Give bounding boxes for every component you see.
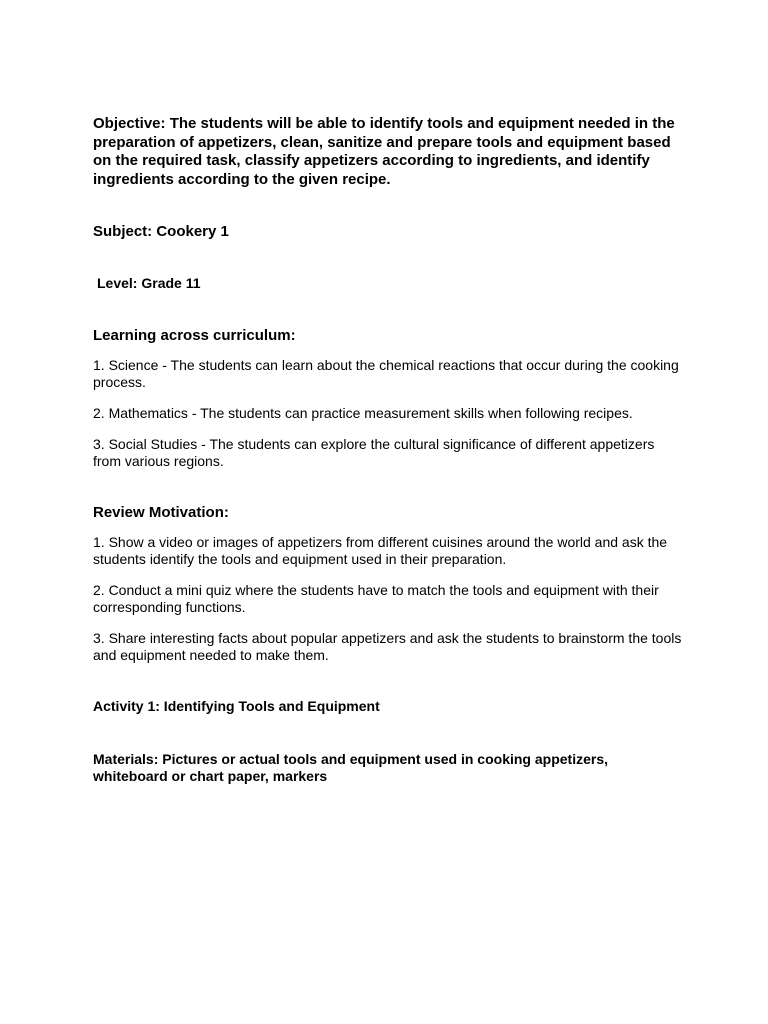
document-page [93, 115, 683, 785]
materials-text: Materials: Pictures or actual tools and equipment used in cooking appetizers, whiteboard or chart paper, markers [93, 751, 608, 784]
subject-text: Subject: Cookery 1 [93, 223, 229, 240]
learning-across-curriculum-section [93, 327, 683, 470]
curriculum-item: 1. Science - The students can learn about the chemical reactions that occur during the cooking process. [93, 357, 679, 390]
level-text: Level: Grade 11 [97, 275, 201, 291]
activity-heading: Activity 1: Identifying Tools and Equipment [93, 698, 380, 714]
curriculum-item: 2. Mathematics - The students can practice measurement skills when following recipes. [93, 405, 633, 421]
review-motivation-heading: Review Motivation: [93, 504, 229, 521]
motivation-item: 2. Conduct a mini quiz where the students have to match the tools and equipment with their corresponding functions. [93, 582, 659, 615]
learning-across-curriculum-heading: Learning across curriculum: [93, 327, 296, 344]
motivation-item: 1. Show a video or images of appetizers from different cuisines around the world and ask the students identify the tools and equipment used in their preparation. [93, 534, 668, 567]
curriculum-item: 3. Social Studies - The students can explore the cultural significance of different appetizers from various regions. [93, 436, 655, 469]
objective-text: Objective: The students will be able to identify tools and equipment needed in the preparation of appetizers, clean, sanitize and prepare tools and equipment based on the required task, classify appetizers according to ingredients, and identify ingredients according to the given recipe. [93, 115, 675, 188]
motivation-item: 3. Share interesting facts about popular appetizers and ask the students to brainstorm the tools and equipment needed to make them. [93, 630, 682, 663]
review-motivation-section [93, 504, 683, 664]
